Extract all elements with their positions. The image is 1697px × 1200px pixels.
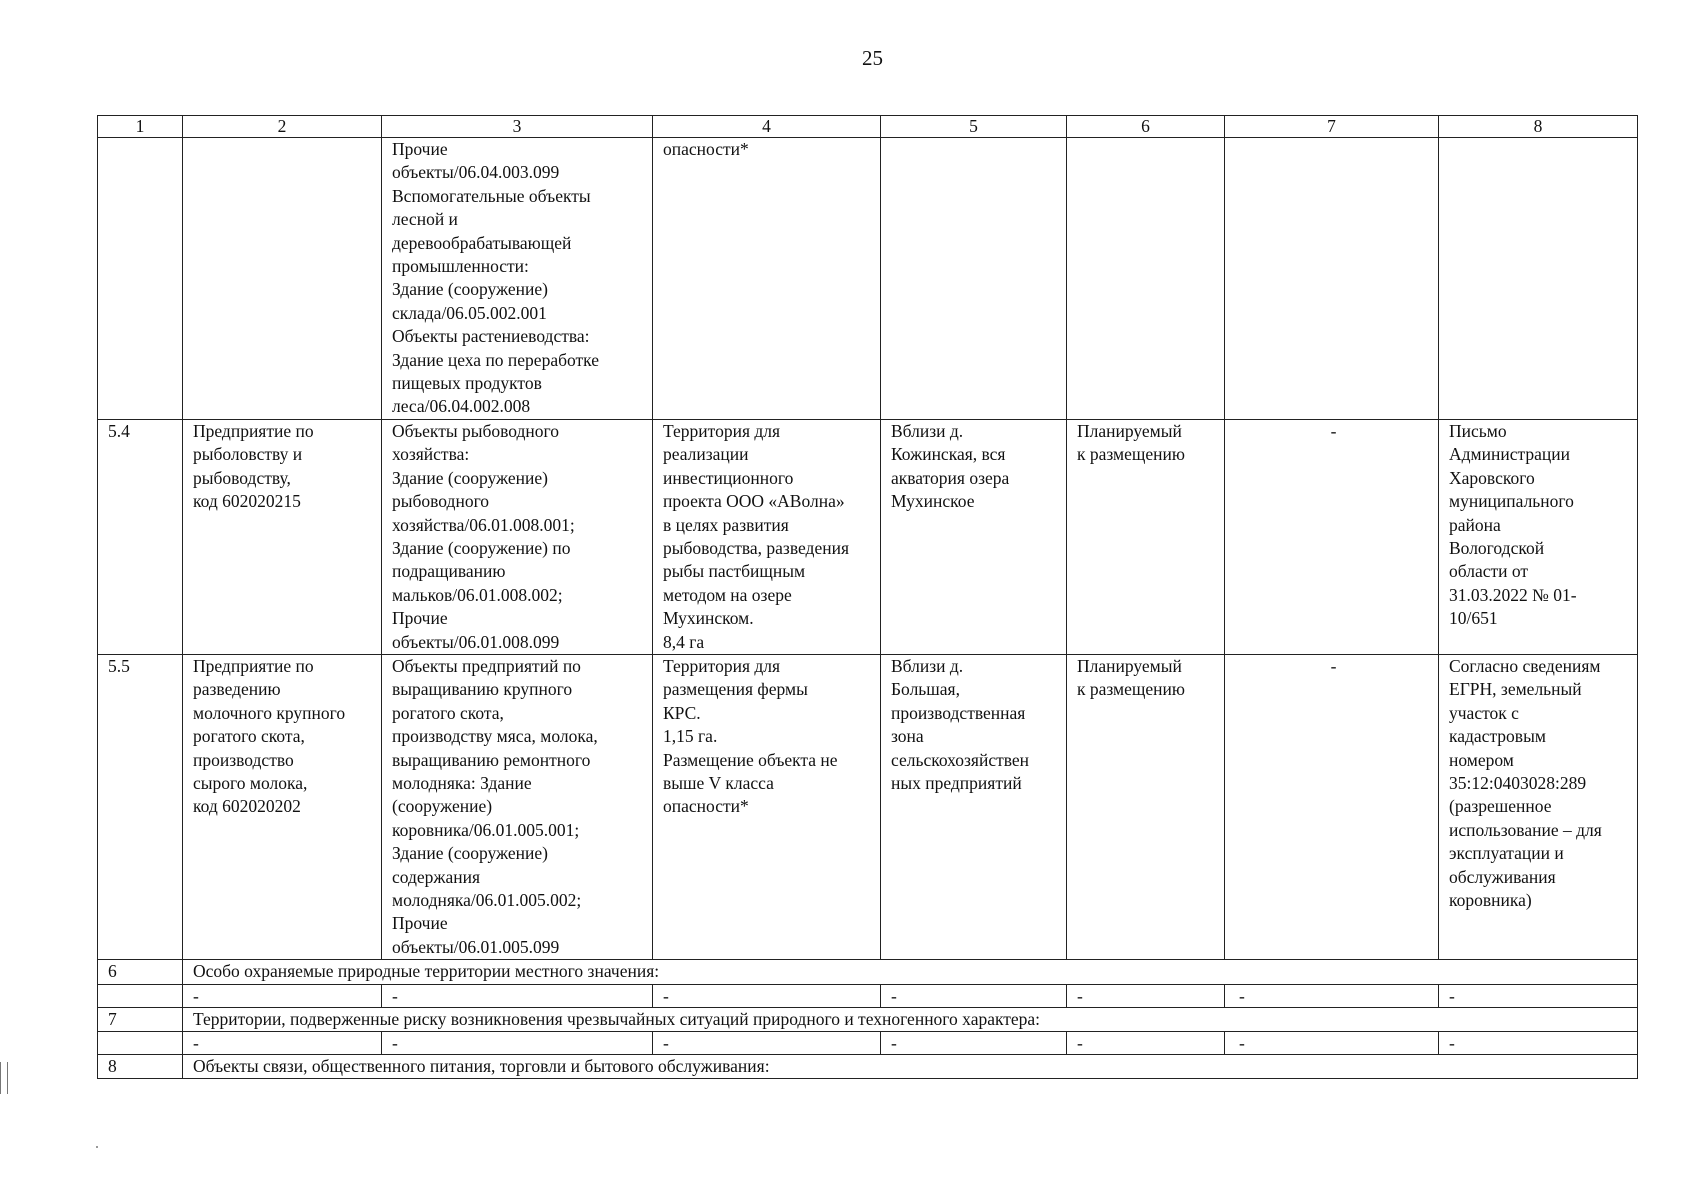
object-name-cell bbox=[183, 138, 382, 420]
dash-cell: - bbox=[653, 1032, 881, 1055]
object-types-cell bbox=[382, 419, 653, 654]
status-cell bbox=[1067, 654, 1225, 959]
cell-text-line: выращиванию крупного bbox=[392, 679, 573, 700]
section-title: Территории, подверженные риску возникновения чрезвычайных ситуаций природного и техногенного характера: bbox=[183, 1007, 1638, 1031]
cell-text-line: проекта ООО «АВолна» bbox=[663, 491, 845, 512]
cell-text-line: Администрации bbox=[1449, 444, 1570, 465]
cell-text-line: Большая, bbox=[891, 679, 960, 700]
cell-text-line: рыбоводного bbox=[392, 491, 490, 512]
cell-text-line: реализации bbox=[663, 444, 749, 465]
cell-text-line: мальков/06.01.008.002; bbox=[392, 584, 563, 605]
cell-text-line: Согласно сведениям bbox=[1449, 655, 1601, 676]
cell-text-line: ЕГРН, земельный bbox=[1449, 679, 1582, 700]
cell-text-line: Прочие bbox=[392, 608, 448, 629]
page-number: 25 bbox=[862, 46, 883, 70]
cell-text-line: склада/06.05.002.001 bbox=[392, 302, 547, 323]
cell-text-line: Здание (сооружение) по bbox=[392, 537, 571, 558]
cell-text-line: производственная bbox=[891, 702, 1026, 723]
cell-text-line: молодняка: Здание bbox=[392, 772, 532, 793]
cell-text-line: опасности* bbox=[663, 796, 749, 817]
objects-table bbox=[97, 115, 1638, 1079]
section-title: Объекты связи, общественного питания, торговли и бытового обслуживания: bbox=[183, 1055, 1638, 1079]
cell-text-line: объекты/06.01.005.099 bbox=[392, 936, 560, 957]
cell-text-line: Вологодской bbox=[1449, 537, 1545, 558]
status-cell bbox=[1067, 138, 1225, 420]
cell-text-line: код 602020202 bbox=[193, 796, 301, 817]
territory-cell bbox=[653, 654, 881, 959]
cell-text-line: Прочие bbox=[392, 139, 448, 159]
cell-text-line: КРС. bbox=[663, 702, 701, 723]
cell-text-line: Здание (сооружение) bbox=[392, 279, 548, 300]
cell-text-line: пищевых продуктов bbox=[392, 373, 542, 394]
dash-cell: - bbox=[1225, 984, 1439, 1007]
cell-text-line: производству мяса, молока, bbox=[392, 726, 598, 747]
cell-text-line: Предприятие по bbox=[193, 420, 314, 441]
cell-text-line: леса/06.04.002.008 bbox=[392, 396, 531, 417]
cell-text-line: рыбоводства, разведения bbox=[663, 537, 849, 558]
cell-text-line: рыбоводству, bbox=[193, 467, 291, 488]
location-cell bbox=[881, 419, 1067, 654]
cell-text-line: обслуживания bbox=[1449, 866, 1556, 887]
dash-cell: - bbox=[1439, 984, 1638, 1007]
cell-text-line: Мухинское bbox=[891, 491, 975, 512]
cell-text-line: Кожинская, вся bbox=[891, 444, 1006, 465]
territory-cell bbox=[653, 138, 881, 420]
column-number: 4 bbox=[653, 116, 881, 138]
cell-text-line: сельскохозяйствен bbox=[891, 749, 1030, 770]
cell-text-line: Вблизи д. bbox=[891, 655, 964, 676]
cell-text-line: Вблизи д. bbox=[891, 420, 964, 441]
cell-text-line: подращиванию bbox=[392, 561, 506, 582]
location-cell bbox=[881, 138, 1067, 420]
cell-text-line: рыболовству и bbox=[193, 444, 303, 465]
basis-cell bbox=[1439, 419, 1638, 654]
object-name-cell bbox=[183, 654, 382, 959]
cell-text-line: методом на озере bbox=[663, 584, 792, 605]
cell-text-line: эксплуатации и bbox=[1449, 843, 1564, 864]
cell-text-line: 8,4 га bbox=[663, 631, 705, 652]
dash-cell: - bbox=[1225, 1032, 1439, 1055]
cell-text-line: 35:12:0403028:289 bbox=[1449, 772, 1587, 793]
continued-row bbox=[98, 138, 1638, 420]
dash-cell: - bbox=[653, 984, 881, 1007]
cell-text-line: молодняка/06.01.005.002; bbox=[392, 890, 582, 910]
scan-speck bbox=[96, 1146, 98, 1148]
dash-cell: - bbox=[881, 984, 1067, 1007]
dash-cell: - bbox=[382, 1032, 653, 1055]
cell-text-line: Здание (сооружение) bbox=[392, 843, 548, 864]
cell-text-line: участок с bbox=[1449, 702, 1519, 723]
cell-text-line: выращиванию ремонтного bbox=[392, 749, 591, 770]
dash-cell: - bbox=[1439, 1032, 1638, 1055]
row-number-cell bbox=[98, 1032, 183, 1055]
cell-text-line: Прочие bbox=[392, 913, 448, 934]
column-number: 1 bbox=[98, 116, 183, 138]
cell-text-line: молочного крупного bbox=[193, 702, 346, 723]
cell-text-line: 31.03.2022 № 01- bbox=[1449, 584, 1577, 605]
cell-text-line: деревообрабатывающей bbox=[392, 232, 572, 253]
cell-text-line: размещения фермы bbox=[663, 679, 808, 700]
cell-text-line: (сооружение) bbox=[392, 796, 493, 817]
cell-text-line: рогатого скота, bbox=[193, 726, 305, 747]
cell-text-line: содержания bbox=[392, 866, 481, 887]
cell-text-line: 10/651 bbox=[1449, 608, 1498, 629]
empty-row bbox=[98, 984, 1638, 1007]
cell-text-line: в целях развития bbox=[663, 514, 789, 535]
column-number: 8 bbox=[1439, 116, 1638, 138]
section-number: 7 bbox=[98, 1007, 183, 1031]
cell-text-line: коровника) bbox=[1449, 890, 1532, 910]
table-row-5-5 bbox=[98, 654, 1638, 959]
section-row-6 bbox=[98, 960, 1638, 984]
cell-text-line: Письмо bbox=[1449, 420, 1507, 441]
cell-text-line: производство bbox=[193, 749, 294, 770]
row-number-cell: 5.5 bbox=[98, 654, 183, 959]
column-number: 2 bbox=[183, 116, 382, 138]
cell-text-line: муниципального bbox=[1449, 491, 1574, 512]
cell-text-line: Объекты предприятий по bbox=[392, 655, 581, 676]
object-name-cell bbox=[183, 419, 382, 654]
cell-text-line: Вспомогательные объекты bbox=[392, 185, 591, 206]
column-number: 3 bbox=[382, 116, 653, 138]
object-types-cell bbox=[382, 138, 653, 420]
section-row-7 bbox=[98, 1007, 1638, 1031]
object-types-cell bbox=[382, 654, 653, 959]
table-row-5-4 bbox=[98, 419, 1638, 654]
cell-text-line: хозяйства/06.01.008.001; bbox=[392, 514, 575, 535]
cell-text-line: сырого молока, bbox=[193, 772, 308, 793]
territory-cell bbox=[653, 419, 881, 654]
cell-text-line: Здание (сооружение) bbox=[392, 467, 548, 488]
cell-text-line: Планируемый bbox=[1077, 655, 1182, 676]
scan-margin-mark bbox=[0, 1062, 8, 1094]
location-cell bbox=[881, 654, 1067, 959]
cell-text-line: 1,15 га. bbox=[663, 726, 718, 747]
cell-text-line: код 602020215 bbox=[193, 491, 301, 512]
zone-cell: - bbox=[1225, 654, 1439, 959]
cell-text-line: области от bbox=[1449, 561, 1529, 582]
cell-text-line: к размещению bbox=[1077, 444, 1185, 465]
section-number: 6 bbox=[98, 960, 183, 984]
dash-cell: - bbox=[382, 984, 653, 1007]
column-number: 6 bbox=[1067, 116, 1225, 138]
cell-text-line: выше V класса bbox=[663, 772, 774, 793]
basis-cell bbox=[1439, 138, 1638, 420]
cell-text-line: объекты/06.04.003.099 bbox=[392, 162, 560, 183]
row-number-cell bbox=[98, 138, 183, 420]
cell-text-line: ных предприятий bbox=[891, 772, 1022, 793]
cell-text-line: рогатого скота, bbox=[392, 702, 504, 723]
cell-text-line: Мухинском. bbox=[663, 608, 754, 629]
dash-cell: - bbox=[881, 1032, 1067, 1055]
cell-text-line: объекты/06.01.008.099 bbox=[392, 631, 560, 652]
row-number-cell bbox=[98, 984, 183, 1007]
column-number-row bbox=[98, 116, 1638, 138]
cell-text-line: промышленности: bbox=[392, 256, 529, 277]
cell-text-line: кадастровым bbox=[1449, 726, 1546, 747]
dash-cell: - bbox=[1067, 984, 1225, 1007]
cell-text-line: Харовского bbox=[1449, 467, 1535, 488]
section-title: Особо охраняемые природные территории местного значения: bbox=[183, 960, 1638, 984]
cell-text-line: рыбы пастбищным bbox=[663, 561, 806, 582]
status-cell bbox=[1067, 419, 1225, 654]
cell-text-line: хозяйства: bbox=[392, 444, 470, 465]
empty-row bbox=[98, 1032, 1638, 1055]
cell-text-line: номером bbox=[1449, 749, 1514, 770]
dash-cell: - bbox=[1067, 1032, 1225, 1055]
cell-text-line: (разрешенное bbox=[1449, 796, 1552, 817]
cell-text-line: опасности* bbox=[663, 139, 749, 159]
cell-text-line: лесной и bbox=[392, 209, 458, 230]
cell-text-line: разведению bbox=[193, 679, 281, 700]
cell-text-line: использование – для bbox=[1449, 819, 1602, 840]
column-number: 5 bbox=[881, 116, 1067, 138]
dash-cell: - bbox=[183, 984, 382, 1007]
cell-text-line: Здание цеха по переработке bbox=[392, 349, 600, 370]
column-number: 7 bbox=[1225, 116, 1439, 138]
cell-text-line: инвестиционного bbox=[663, 467, 794, 488]
zone-cell: - bbox=[1225, 419, 1439, 654]
basis-cell bbox=[1439, 654, 1638, 959]
cell-text-line: Размещение объекта не bbox=[663, 749, 838, 770]
cell-text-line: Объекты рыбоводного bbox=[392, 420, 560, 441]
dash-cell: - bbox=[183, 1032, 382, 1055]
cell-text-line: акватория озера bbox=[891, 467, 1010, 488]
cell-text-line: Планируемый bbox=[1077, 420, 1182, 441]
section-row-8 bbox=[98, 1055, 1638, 1079]
section-number: 8 bbox=[98, 1055, 183, 1079]
cell-text-line: Объекты растениеводства: bbox=[392, 326, 590, 347]
cell-text-line: Предприятие по bbox=[193, 655, 314, 676]
cell-text-line: зона bbox=[891, 726, 924, 747]
cell-text-line: коровника/06.01.005.001; bbox=[392, 819, 580, 840]
cell-text-line: к размещению bbox=[1077, 679, 1185, 700]
zone-cell bbox=[1225, 138, 1439, 420]
cell-text-line: Территория для bbox=[663, 655, 781, 676]
cell-text-line: Территория для bbox=[663, 420, 781, 441]
cell-text-line: района bbox=[1449, 514, 1501, 535]
row-number-cell: 5.4 bbox=[98, 419, 183, 654]
